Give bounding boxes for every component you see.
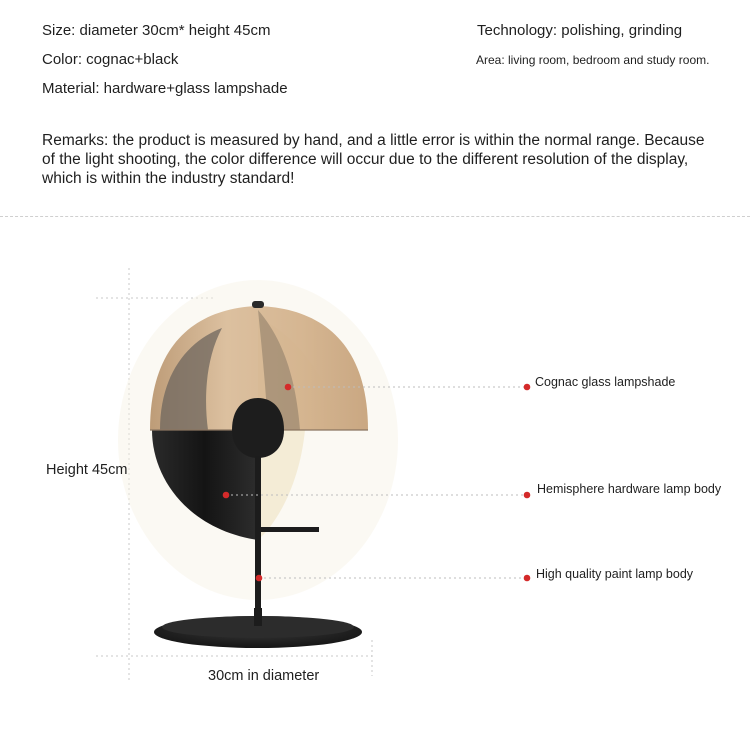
diameter-label: 30cm in diameter: [208, 668, 320, 684]
color-spec: Color: cognac+black: [42, 51, 179, 68]
size-spec: Size: diameter 30cm* height 45cm: [42, 22, 271, 39]
height-label: Height 45cm: [46, 462, 128, 478]
remarks-text: Remarks: the product is measured by hand, and a little error is within the normal range. Because of the light shooting, the color difference will occur due to the different resolution of the display, which is within the industry standard!: [42, 132, 705, 187]
callout-glass-lampshade: Cognac glass lampshade: [535, 375, 676, 389]
callout-paint-body: High quality paint lamp body: [536, 567, 694, 581]
lamp-stem-shape: [255, 456, 261, 620]
area-spec: Area: living room, bedroom and study room.: [476, 53, 710, 67]
material-spec: Material: hardware+glass lampshade: [42, 80, 288, 97]
callout-hemisphere-body: Hemisphere hardware lamp body: [537, 482, 722, 496]
technology-spec: Technology: polishing, grinding: [477, 22, 683, 39]
